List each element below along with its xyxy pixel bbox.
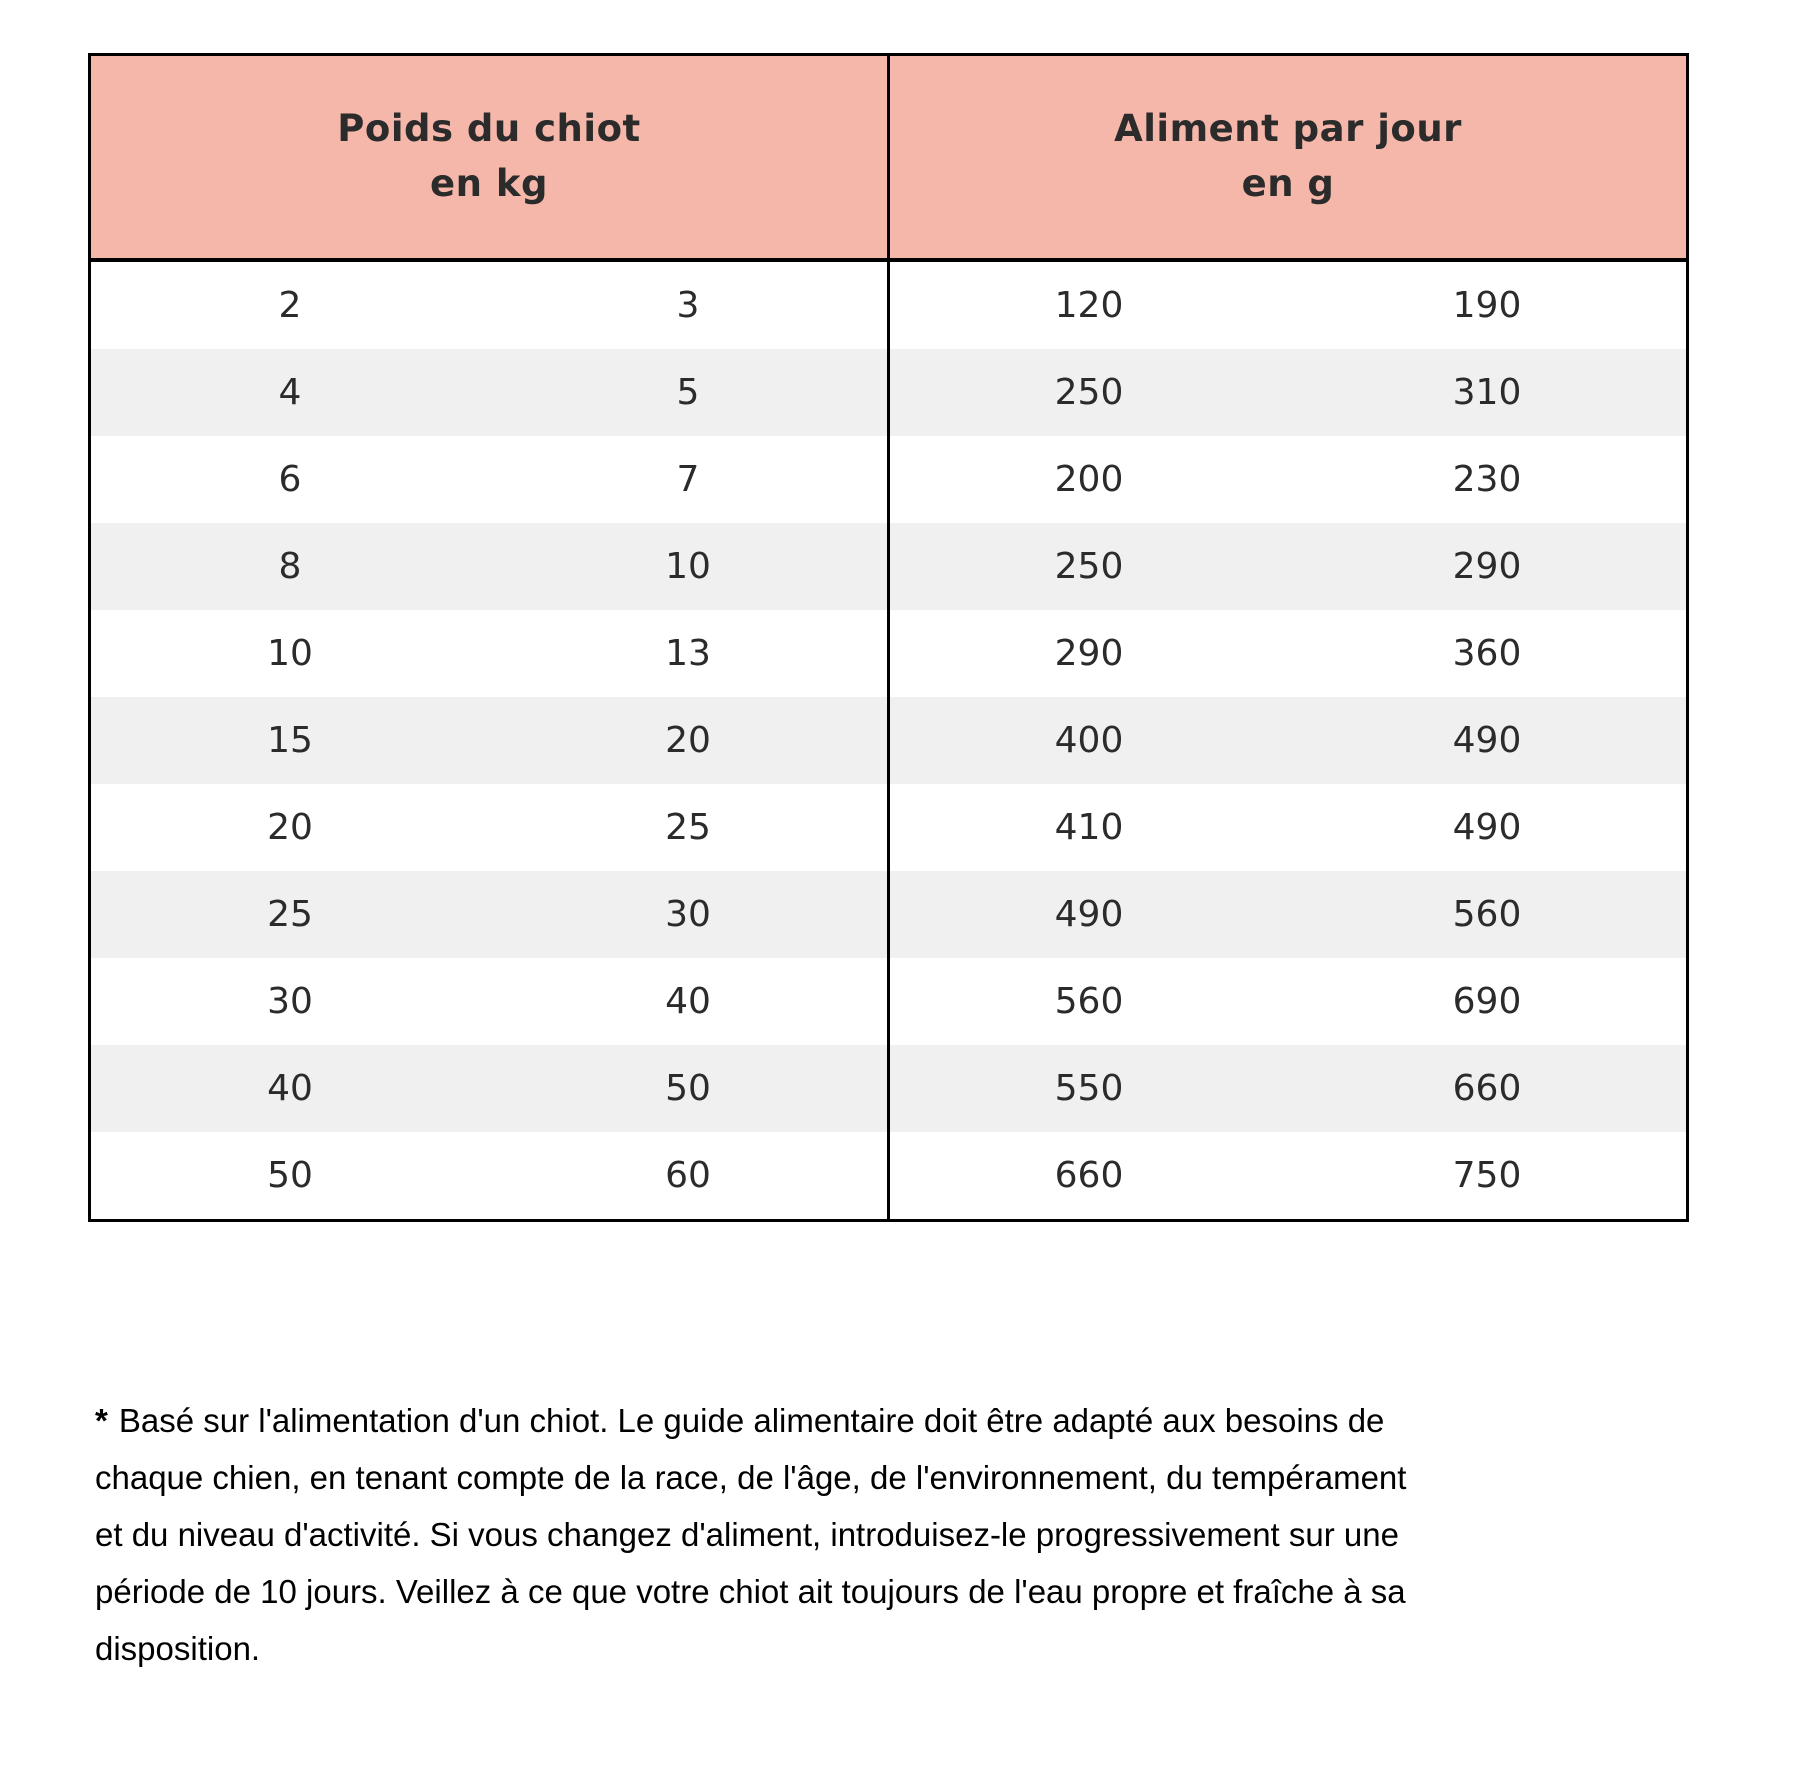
column-header-puppy-weight [90, 55, 889, 261]
column-header-unit: en g [1241, 162, 1335, 205]
table-cell-food-max: 230 [1452, 459, 1522, 500]
table-row [90, 1045, 1688, 1132]
table-cell-weight-min: 10 [267, 633, 313, 674]
table-row [90, 436, 1688, 523]
table-cell-weight-max: 13 [665, 633, 711, 674]
table-cell-food-max: 310 [1452, 372, 1522, 413]
feeding-guide-table [88, 53, 1689, 1222]
table-cell-weight-max: 50 [665, 1068, 711, 1109]
table-cell-food-max: 360 [1452, 633, 1522, 674]
table-cell-weight-min: 25 [267, 894, 313, 935]
footnote-line: chaque chien, en tenant compte de la race, de l'âge, de l'environnement, du tempérament [95, 1459, 1407, 1496]
table-cell-weight-max: 5 [676, 372, 700, 413]
header-row [90, 55, 1688, 261]
table-row [90, 610, 1688, 697]
table-row [90, 1132, 1688, 1221]
table-cell-food-max: 560 [1452, 894, 1522, 935]
table-cell-food-min: 400 [889, 697, 1289, 784]
table-cell-food-min: 250 [889, 523, 1289, 610]
table-row [90, 349, 1688, 436]
table-cell-weight-max: 25 [665, 807, 711, 848]
table-cell-food-max: 750 [1452, 1155, 1522, 1196]
table-cell-weight-max: 20 [665, 720, 711, 761]
column-header-title: Aliment par jour [1114, 107, 1462, 151]
table-cell-food-min: 660 [889, 1132, 1289, 1221]
table-cell-food-min: 560 [889, 958, 1289, 1045]
table-cell-weight-min: 8 [278, 546, 302, 587]
table-cell-food-max: 290 [1452, 546, 1522, 587]
table-cell-food-min: 250 [889, 349, 1289, 436]
table-cell-weight-max: 7 [676, 459, 700, 500]
footnote-line [95, 1392, 1720, 1449]
table-cell-food-min: 490 [889, 871, 1289, 958]
footnote-text: Basé sur l'alimentation d'un chiot. Le guide alimentaire doit être adapté aux besoins de [118, 1402, 1385, 1439]
column-header-unit: en kg [430, 162, 548, 205]
footnote-line: période de 10 jours. Veillez à ce que votre chiot ait toujours de l'eau propre et fraîche à sa [95, 1573, 1406, 1610]
table-cell-food-min: 550 [889, 1045, 1289, 1132]
table-cell-weight-max: 60 [665, 1155, 711, 1196]
table-cell-food-min: 200 [889, 436, 1289, 523]
table-header [90, 55, 1688, 261]
table-cell-weight-min: 4 [278, 372, 302, 413]
table-cell-food-max: 690 [1452, 981, 1522, 1022]
table-cell-weight-min: 30 [267, 981, 313, 1022]
table-cell-food-min: 120 [889, 260, 1289, 349]
table-row [90, 523, 1688, 610]
table-cell-weight-max: 30 [665, 894, 711, 935]
footnote-line: disposition. [95, 1630, 261, 1667]
table-row [90, 871, 1688, 958]
column-header-food-per-day [889, 55, 1688, 261]
table-row [90, 697, 1688, 784]
table-cell-weight-min: 2 [278, 285, 302, 326]
table-row [90, 784, 1688, 871]
table-row [90, 958, 1688, 1045]
table-cell-weight-max: 3 [676, 285, 700, 326]
table-cell-food-max: 490 [1452, 807, 1522, 848]
table-cell-weight-min: 40 [267, 1068, 313, 1109]
table-cell-weight-min: 20 [267, 807, 313, 848]
table-row [90, 260, 1688, 349]
table-body [90, 260, 1688, 1221]
table-cell-weight-min: 6 [278, 459, 302, 500]
table-cell-food-min: 410 [889, 784, 1289, 871]
footnote-line: et du niveau d'activité. Si vous changez d'aliment, introduisez-le progressivement sur une [95, 1516, 1399, 1553]
footnote [95, 1392, 1720, 1677]
table-cell-weight-min: 15 [267, 720, 313, 761]
table-cell-food-max: 190 [1452, 285, 1522, 326]
column-header-title: Poids du chiot [337, 107, 641, 151]
table-cell-weight-max: 40 [665, 981, 711, 1022]
table-cell-food-max: 660 [1452, 1068, 1522, 1109]
table-cell-food-max: 490 [1452, 720, 1522, 761]
footnote-marker: * [95, 1402, 108, 1439]
table-cell-weight-max: 10 [665, 546, 711, 587]
table-cell-food-min: 290 [889, 610, 1289, 697]
table-cell-weight-min: 50 [267, 1155, 313, 1196]
